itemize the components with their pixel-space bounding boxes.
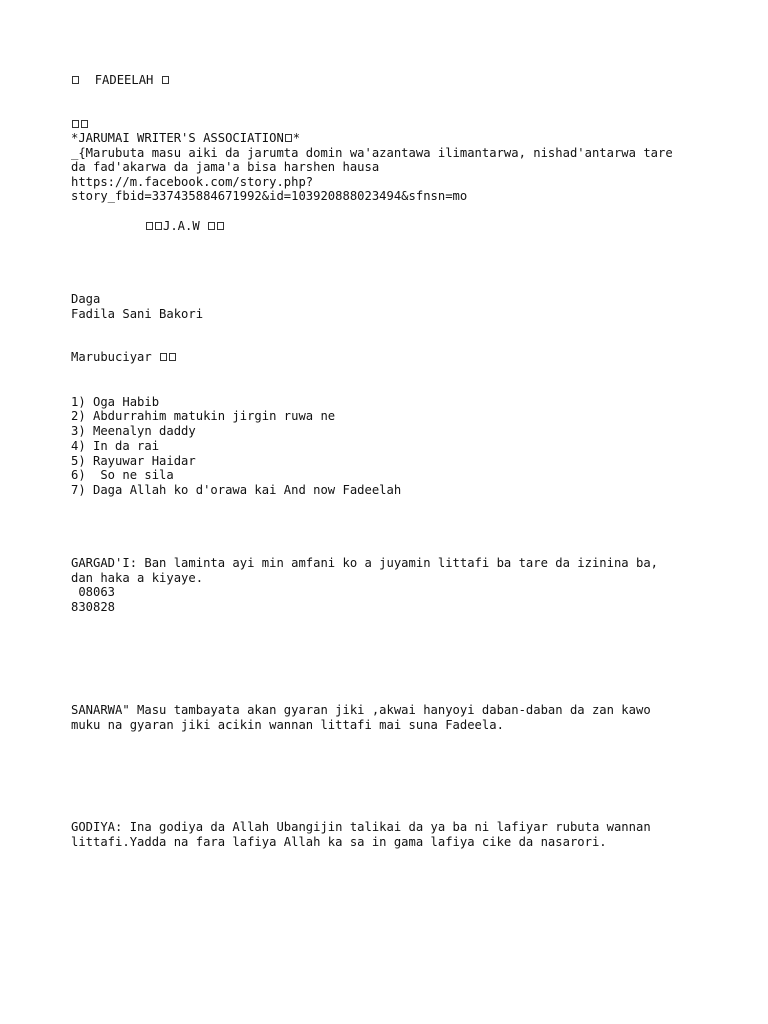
placeholder-glyph-icon bbox=[169, 353, 176, 361]
credits-heading: Marubuciyar bbox=[71, 350, 177, 365]
credit-item: 3) Meenalyn daddy bbox=[71, 424, 196, 438]
placeholder-glyph-icon bbox=[72, 76, 79, 84]
jaw-signature: J.A.W bbox=[145, 219, 225, 234]
credit-item: 7) Daga Allah ko d'orawa kai And now Fadeelah bbox=[71, 483, 402, 497]
glyph-row bbox=[71, 117, 89, 132]
credit-item: 6) So ne sila bbox=[71, 468, 174, 482]
story-title bbox=[71, 73, 170, 88]
placeholder-glyph-icon bbox=[146, 222, 153, 230]
author-name: Fadila Sani Bakori bbox=[71, 307, 204, 321]
story-title-text: FADEELAH bbox=[94, 73, 154, 87]
credit-item: 4) In da rai bbox=[71, 439, 160, 453]
author-label: Daga bbox=[71, 292, 101, 306]
placeholder-glyph-icon bbox=[285, 134, 292, 142]
warning-line2: dan haka a kiyaye. bbox=[71, 571, 204, 585]
warning-line1: GARGAD'I: Ban laminta ayi min amfani ko a juyamin littafi ba tare da izinina ba, bbox=[71, 556, 658, 570]
placeholder-glyph-icon bbox=[208, 222, 215, 230]
placeholder-glyph-icon bbox=[217, 222, 224, 230]
association-name: *JARUMAI WRITER'S ASSOCIATION * bbox=[71, 131, 301, 145]
association-motto-line2: da fad'akarwa da jama'a bisa harshen hausa bbox=[71, 160, 380, 174]
association-motto-line1: _{Marubuta masu aiki da jarumta domin wa'azantawa ilimantarwa, nishad'antarwa tare bbox=[71, 146, 673, 160]
credit-item: 5) Rayuwar Haidar bbox=[71, 454, 196, 468]
thanks-line2: littafi.Yadda na fara lafiya Allah ka sa in gama lafiya cike da nasarori. bbox=[71, 835, 607, 849]
credit-item: 1) Oga Habib bbox=[71, 395, 160, 409]
placeholder-glyph-icon bbox=[72, 120, 79, 128]
placeholder-glyph-icon bbox=[81, 120, 88, 128]
announcement-line1: SANARWA" Masu tambayata akan gyaran jiki ,akwai hanyoyi daban-daban da zan kawo bbox=[71, 703, 651, 717]
placeholder-glyph-icon bbox=[162, 76, 169, 84]
facebook-link-line2[interactable]: story_fbid=337435884671992&id=103920888023494&sfnsn=mo bbox=[71, 189, 468, 203]
placeholder-glyph-icon bbox=[155, 222, 162, 230]
credit-item: 2) Abdurrahim matukin jirgin ruwa ne bbox=[71, 409, 336, 423]
announcement-line2: muku na gyaran jiki acikin wannan littafi mai suna Fadeela. bbox=[71, 718, 504, 732]
phone-line1: 08063 bbox=[71, 585, 116, 599]
phone-line2: 830828 bbox=[71, 600, 116, 614]
placeholder-glyph-icon bbox=[160, 353, 167, 361]
thanks-line1: GODIYA: Ina godiya da Allah Ubangijin talikai da ya ba ni lafiyar rubuta wannan bbox=[71, 820, 651, 834]
facebook-link-line1[interactable]: https://m.facebook.com/story.php? bbox=[71, 175, 314, 189]
